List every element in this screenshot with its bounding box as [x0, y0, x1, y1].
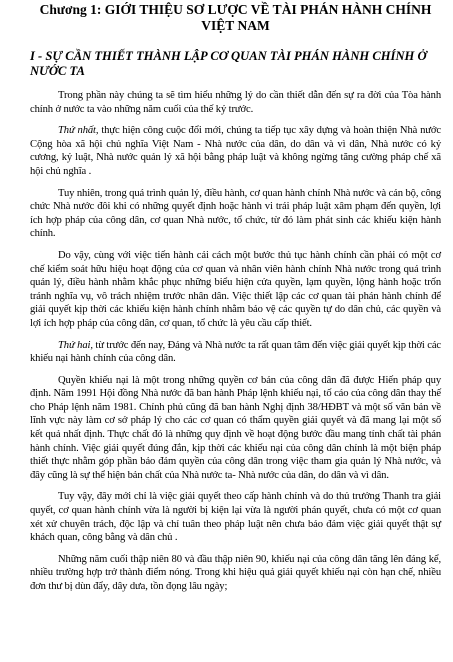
paragraph-text: Trong phần này chúng ta sẽ tìm hiểu những lý do cần thiết dẫn đến sự ra đời của Tòa hành chính ở nước ta vào những năm cuối của thế kỷ trước.: [30, 90, 441, 115]
paragraph: [30, 124, 441, 178]
paragraph-text: từ trước đến nay, Đảng và Nhà nước ta rất quan tâm đến việc giải quyết kịp thời các khiếu nại hành chính của công dân.: [30, 339, 441, 365]
paragraph-text: thực hiện công cuộc đổi mới, chúng ta tiếp tục xây dựng và hoàn thiện Nhà nước Cộng hòa xã hội chủ nghĩa Việt Nam - Nhà nước của dân, do dân và vì dân, Nhà nước có kỷ cương, kỷ luật, Nhà nước quản lý xã hội bằng pháp luật và không ngừng tăng cường pháp chế xã hội chủ nghĩa .: [30, 125, 441, 177]
paragraph: [30, 553, 441, 594]
chapter-title: Chương 1: GIỚI THIỆU SƠ LƯỢC VỀ TÀI PHÁN HÀNH CHÍNH VIỆT NAM: [39, 2, 432, 33]
paragraph-lead: Thứ hai,: [58, 339, 93, 351]
paragraph-text: Tuy nhiên, trong quá trình quản lý, điều hành, cơ quan hành chính Nhà nước và cán bộ, công chức Nhà nước đôi khi có những quyết định hoặc hành vi trái pháp luật xâm phạm đến quyền, lợi ích hợp pháp của công dân, cơ quan Nhà nước, tổ chức, từ đó làm phát sinh các khiếu kiện hành chính.: [30, 187, 441, 240]
paragraph: [30, 187, 441, 241]
paragraph: [30, 374, 441, 483]
paragraph-lead: Thứ nhất,: [58, 125, 99, 137]
paragraph: [30, 249, 441, 331]
paragraph: [30, 490, 441, 544]
paragraph-text: Tuy vậy, đây mới chỉ là việc giải quyết theo cấp hành chính và do thủ trưởng Thanh tra giải quyết, cơ quan hành chính vừa là người bị kiện lại vừa là người phán quyết, chưa có một cơ quan xét xử chuyên trách, độc lập và chỉ tuân theo pháp luật nên chưa bảo đảm việc giải quyết thật sự khách quan, công bằng và dân chủ .: [30, 491, 441, 544]
paragraph-text: Do vậy, cùng với việc tiến hành cải cách một bước thủ tục hành chính cần phải có một cơ chế kiểm soát hữu hiệu hoạt động của cơ quan và nhân viên hành chính Nhà nước trong quá trình quản lý, điều hành nhằm khắc phục những biểu hiện cửa quyền, lạm quyền, lộng hành hoặc trốn tránh nghĩa vụ, vô trách nhiệm trước nhân dân. Việc thiết lập các cơ quan tài phán hành chính để giải quyết kịp thời các khiếu kiện hành chính nhằm bảo vệ các quyền tự do dân chủ, các quyền và lợi ích hợp pháp của công dân, cơ quan, tổ chức là yêu cầu cấp thiết.: [30, 249, 441, 329]
section-heading: I - SỰ CẦN THIẾT THÀNH LẬP CƠ QUAN TÀI PHÁN HÀNH CHÍNH Ở NƯỚC TA: [30, 49, 427, 78]
paragraph-text: Quyền khiếu nại là một trong những quyền cơ bản của công dân đã được Hiến pháp quy định. Năm 1991 Hội đồng Nhà nước đã ban hành Pháp lệnh khiếu nại, tố cáo của công dân thay thế cho Pháp lệnh năm 1981. Chính phủ cũng đã ban hành Nghị định 38/HĐBT và một số văn bản về lĩnh vực này làm cơ sở pháp lý cho các cơ quan có thẩm quyền giải quyết và đã mang lại một số kết quả nhất định. Thực chất đó là những quy định về hoạt động bước đầu mang tính chất tài phán hành chính. Việc giải quyết đúng đắn, kịp thời các khiếu nại của công dân chính là một biện pháp thiết thực nhằm góp phần bảo đảm quyền của công dân trong việc tham gia quản lý Nhà nước, và đây cũng là sự thể hiện bản chất của Nhà nước ta- Nhà nước của dân, do dân và vì dân.: [30, 374, 441, 481]
paragraph: [30, 339, 441, 366]
paragraph: [30, 89, 441, 116]
paragraph-text: Những năm cuối thập niên 80 và đầu thập niên 90, khiếu nại của công dân tăng lên đáng kể, nhiều trường hợp trở thành điểm nóng. Trong khi hiệu quả giải quyết khiếu nại còn hạn chế, nhiều đơn thư bị dùn đẩy, dây dưa, tồn đọng lâu ngày;: [30, 553, 441, 592]
